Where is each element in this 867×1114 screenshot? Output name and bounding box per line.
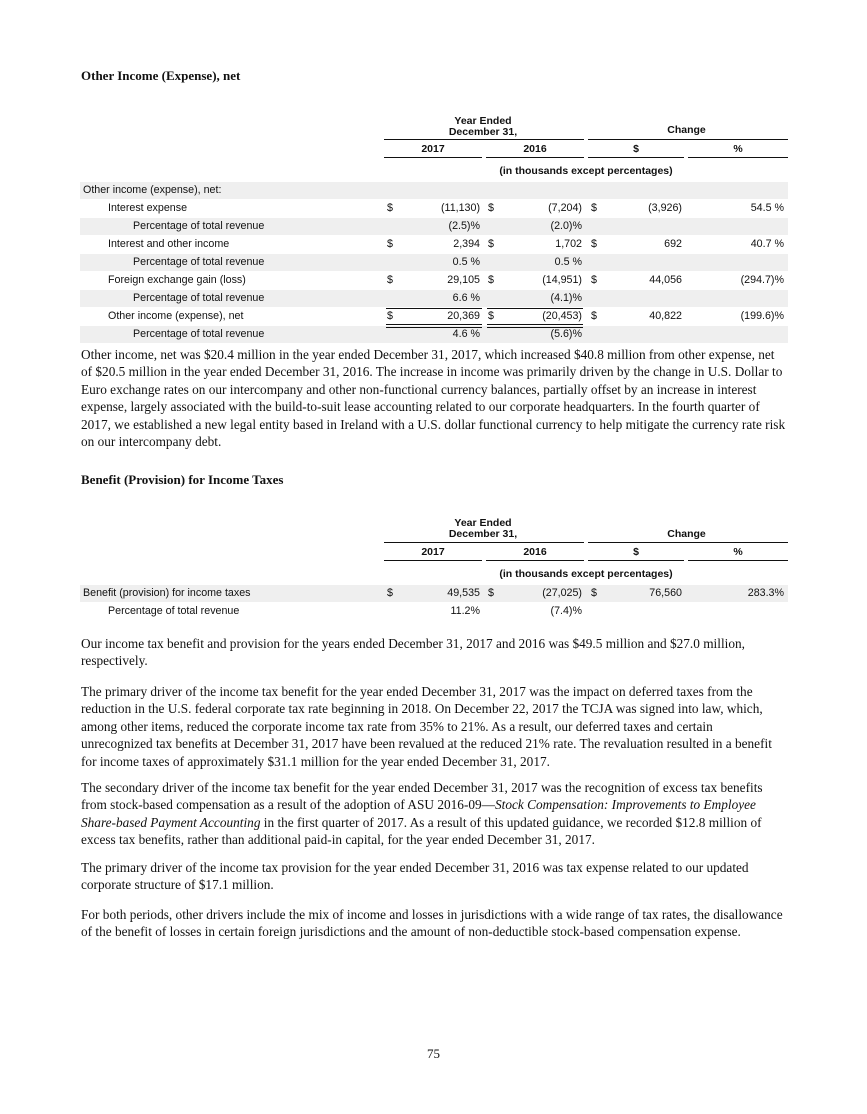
col-header-percent: % [733, 143, 743, 155]
col-header-dollar: $ [633, 546, 639, 558]
value-2017: 49,535 [447, 587, 480, 599]
row-label: Interest and other income [108, 238, 230, 250]
value-2016: 0.5 % [554, 256, 582, 268]
header-rule-years [384, 139, 584, 140]
value-2016: (27,025) [542, 587, 582, 599]
row-label: Benefit (provision) for income taxes [83, 587, 251, 599]
col-header-2017: 2017 [421, 546, 445, 558]
table-row [80, 585, 788, 602]
table-row [80, 182, 788, 199]
tax-paragraph-asu: The secondary driver of the income tax benefit for the year ended December 31, 2017 was the recognition of excess tax benefits from stock-based compensation as a result of the adoption of ASU 2016-09—Stock Compensation: Improvements to Employee Share-based Payment Accounting in the first quarter of 2017. As a result of this updated guidance, we recorded $12.8 million of excess tax benefits, rather than additional paid-in capital, for the year ended December 31, 2017. [81, 780, 763, 848]
currency-symbol: $ [591, 587, 597, 599]
row-label: Percentage of total revenue [133, 220, 265, 232]
tax-paragraph-4: For both periods, other drivers include the mix of income and losses in jurisdictions with a wide range of tax rates, the disallowance of the benefit of losses in certain foreign jurisdictions and the amount of non-deductible stock-based compensation expense. [81, 907, 783, 940]
change-dollar: 40,822 [649, 310, 682, 322]
income-tax-table [80, 516, 788, 620]
total-rule [386, 308, 482, 309]
row-label: Percentage of total revenue [133, 256, 265, 268]
page-number: 75 [427, 1046, 440, 1061]
value-2016: (4.1)% [550, 292, 582, 304]
currency-symbol: $ [387, 310, 393, 322]
value-2017: 29,105 [447, 274, 480, 286]
currency-symbol: $ [387, 238, 393, 250]
value-2017: 2,394 [453, 238, 480, 250]
change-percent: (199.6)% [740, 310, 784, 322]
row-label: Other income (expense), net [108, 310, 244, 322]
currency-symbol: $ [387, 587, 393, 599]
tax-paragraph-3: The primary driver of the income tax provision for the year ended December 31, 2016 was tax expense related to our updated corporate structure of $17.1 million. [81, 860, 749, 893]
value-2016: (5.6)% [550, 328, 582, 340]
value-2017: 0.5 % [452, 256, 480, 268]
table-row [80, 200, 788, 217]
value-2016: (7.4)% [550, 605, 582, 617]
value-2016: (20,453) [542, 310, 582, 322]
currency-symbol: $ [591, 202, 597, 214]
value-2017: 6.6 % [452, 292, 480, 304]
value-2017: (2.5)% [448, 220, 480, 232]
units-note: (in thousands except percentages) [499, 165, 673, 177]
currency-symbol: $ [591, 310, 597, 322]
table-row [80, 290, 788, 307]
col-header-2017: 2017 [421, 143, 445, 155]
table-row [80, 272, 788, 289]
change-dollar: 44,056 [649, 274, 682, 286]
currency-symbol: $ [488, 587, 494, 599]
row-label: Percentage of total revenue [133, 292, 265, 304]
header-rule-change [588, 139, 788, 140]
change-percent: (294.7)% [740, 274, 784, 286]
value-2017: 20,369 [447, 310, 480, 322]
table-row [80, 308, 788, 325]
total-rule [386, 324, 482, 328]
total-rule [487, 324, 583, 328]
row-label: Percentage of total revenue [108, 605, 240, 617]
other-income-paragraph: Other income, net was $20.4 million in the year ended December 31, 2017, which increased $40.8 million from other expense, net of $20.5 million in the year ended December 31, 2016. The increase in income was primarily driven by the change in U.S. Dollar to Euro exchange rates on our intercompany and other non-functional currency balances, partially offset by an increase in interest expense, largely associated with the build-to-suit lease accounting related to our corporate headquarters. In the fourth quarter of 2017, we established a new legal entity based in Ireland with a U.S. dollar functional currency to help mitigate the currency rate risk on our intercompany debt. [81, 347, 786, 450]
col-header-2016: 2016 [523, 546, 547, 558]
header-change: Change [667, 124, 706, 136]
table-row [80, 218, 788, 235]
value-2016: (14,951) [542, 274, 582, 286]
value-2017: 11.2% [450, 605, 480, 617]
value-2017: (11,130) [440, 202, 480, 214]
change-dollar: 76,560 [649, 587, 682, 599]
row-label: Other income (expense), net: [83, 184, 222, 196]
change-dollar: 692 [664, 238, 682, 250]
tax-paragraph-2: The primary driver of the income tax benefit for the year ended December 31, 2017 was the impact on deferred taxes from the reduction in the U.S. federal corporate tax rate beginning in 2018. On December 22, 2017 the TCJA was signed into law, which, among other items, reduced the corporate income tax rate from 35% to 21%. As a result, our deferred taxes and certain unrecognized tax benefits at December 31, 2017 have been revalued at the reduced 21% rate. The revaluation resulted in a benefit for income taxes of approximately $31.1 million for the year ended December 31, 2017. [81, 684, 772, 769]
table-row [80, 236, 788, 253]
table-row [80, 326, 788, 343]
header-year-ended: Year Ended December 31, [448, 115, 518, 138]
currency-symbol: $ [488, 238, 494, 250]
change-percent: 54.5 % [750, 202, 784, 214]
col-header-dollar: $ [633, 143, 639, 155]
row-label: Foreign exchange gain (loss) [108, 274, 246, 286]
other-income-table [80, 112, 788, 344]
change-percent: 283.3% [747, 587, 784, 599]
currency-symbol: $ [488, 202, 494, 214]
col-header-percent: % [733, 546, 743, 558]
header-year-ended: Year Ended December 31, [448, 517, 518, 540]
currency-symbol: $ [387, 202, 393, 214]
value-2016: (7,204) [548, 202, 582, 214]
section-title-other-income: Other Income (Expense), net [81, 68, 241, 83]
section-title-income-taxes: Benefit (Provision) for Income Taxes [81, 472, 284, 487]
value-2016: (2.0)% [550, 220, 582, 232]
col-header-2016: 2016 [523, 143, 547, 155]
row-label: Percentage of total revenue [133, 328, 265, 340]
header-change: Change [667, 528, 706, 540]
table-row [80, 603, 788, 620]
currency-symbol: $ [591, 238, 597, 250]
change-dollar: (3,926) [648, 202, 682, 214]
table-row [80, 254, 788, 271]
change-percent: 40.7 % [750, 238, 784, 250]
tax-paragraph-1: Our income tax benefit and provision for the years ended December 31, 2017 and 2016 was $49.5 million and $27.0 million, respectively. [81, 636, 745, 669]
currency-symbol: $ [488, 274, 494, 286]
currency-symbol: $ [488, 310, 494, 322]
total-rule [487, 308, 583, 309]
currency-symbol: $ [387, 274, 393, 286]
currency-symbol: $ [591, 274, 597, 286]
value-2016: 1,702 [555, 238, 582, 250]
units-note: (in thousands except percentages) [499, 568, 673, 580]
row-label: Interest expense [108, 202, 188, 214]
value-2017: 4.6 % [452, 328, 480, 340]
